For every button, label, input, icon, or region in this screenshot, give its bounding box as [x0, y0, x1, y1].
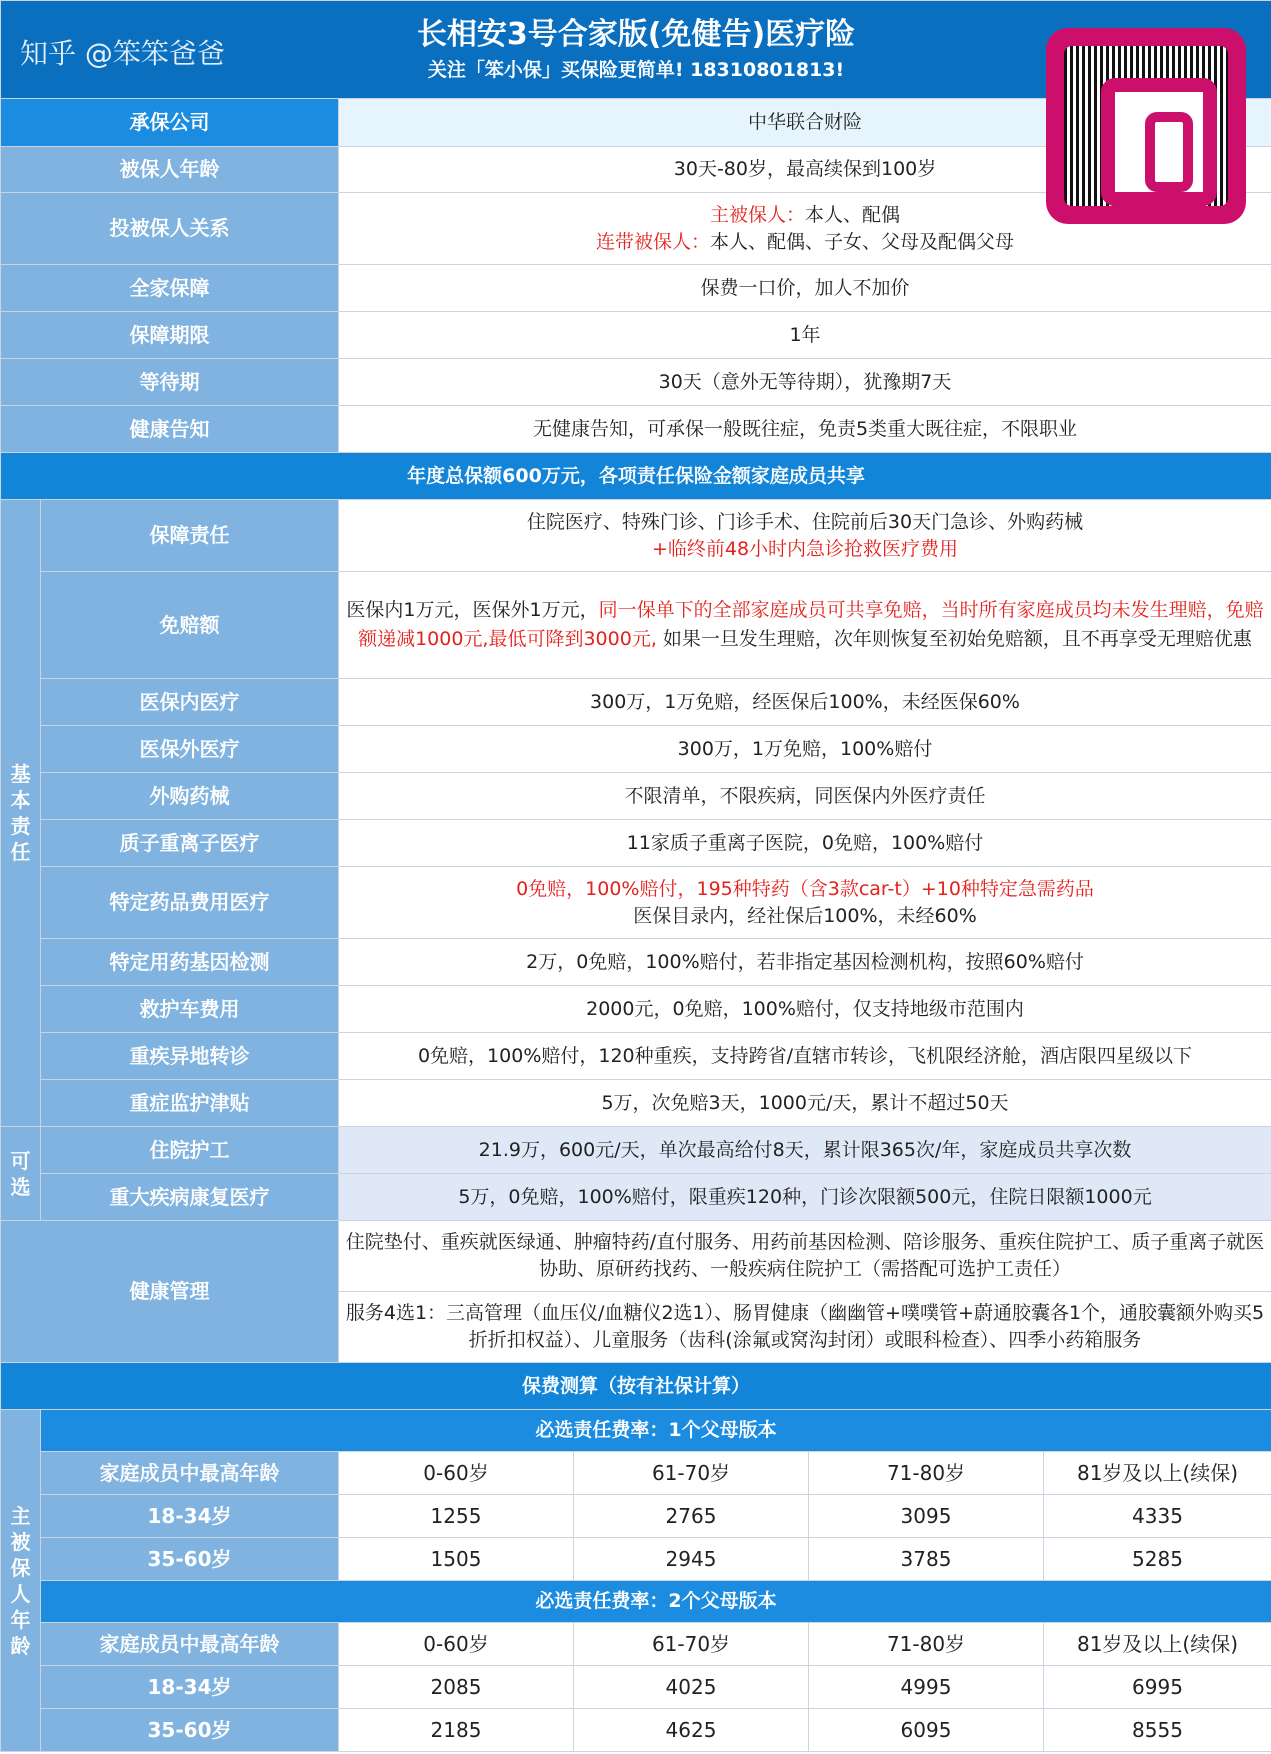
row-value [339, 359, 1271, 406]
premium-value: 5285 [1044, 1538, 1271, 1581]
page-subtitle: 关注「笨小保」买保险更简单! 18310801813! [427, 58, 845, 81]
row-label: 重大疾病康复医疗 [41, 1174, 339, 1221]
coverage-banner: 年度总保额600万元，各项责任保险金额家庭成员共享 [1, 453, 1271, 500]
table-row [1, 1221, 1271, 1292]
column-header: 81岁及以上(续保) [1044, 1452, 1271, 1495]
value-text: 本人、配偶、子女、父母及配偶父母 [710, 230, 1015, 253]
row-value [339, 265, 1271, 312]
column-header: 61-70岁 [574, 1623, 809, 1666]
row-value [339, 820, 1271, 867]
row-value [339, 773, 1271, 820]
column-header: 71-80岁 [809, 1452, 1044, 1495]
premium-banner: 保费测算（按有社保计算） [1, 1363, 1271, 1410]
table-row [1, 312, 1271, 359]
row-value [339, 500, 1271, 572]
table-row [1, 939, 1271, 986]
table-row [1, 773, 1271, 820]
age-label: 18-34岁 [41, 1666, 339, 1709]
premium-value: 2085 [339, 1666, 574, 1709]
health-service-text: 住院垫付、重疾就医绿通、肿瘤特药/直付服务、用药前基因检测、陪诊服务、重疾住院护工、质子重离子就医协助、原研药找药、一般疾病住院护工（需搭配可选护工责任） [339, 1221, 1271, 1292]
row-value [339, 1033, 1271, 1080]
watermark: 知乎 @笨笨爸爸 [20, 37, 225, 70]
value-text: 2万，0免赔，100%赔付，若非指定基因检测机构，按照60%赔付 [526, 950, 1084, 973]
table-row [1, 867, 1271, 939]
row-label: 外购药械 [41, 773, 339, 820]
table-row [1, 1080, 1271, 1127]
table-row [1, 359, 1271, 406]
row-value [339, 986, 1271, 1033]
premium-value: 6095 [809, 1709, 1044, 1752]
table-row [1, 1033, 1271, 1080]
value-text: 30天-80岁，最高续保到100岁 [673, 158, 937, 180]
table-row [1, 1495, 1271, 1538]
row-value [339, 406, 1271, 453]
row-value [339, 1174, 1271, 1221]
premium-value: 4025 [574, 1666, 809, 1709]
premium-value: 8555 [1044, 1709, 1271, 1752]
row-value [339, 726, 1271, 773]
row-label: 全家保障 [1, 265, 339, 312]
value-text: 中华联合财险 [748, 111, 863, 133]
premium-value: 1255 [339, 1495, 574, 1538]
row-label: 特定用药基因检测 [41, 939, 339, 986]
row-label: 住院护工 [41, 1127, 339, 1174]
row-value [339, 867, 1271, 939]
value-text: 本人、配偶 [805, 203, 901, 226]
value-text: 1年 [789, 323, 821, 346]
premium-value: 1505 [339, 1538, 574, 1581]
column-header: 71-80岁 [809, 1623, 1044, 1666]
table-row [1, 986, 1271, 1033]
row-label: 医保内医疗 [41, 679, 339, 726]
table-row [1, 1623, 1271, 1666]
row-label: 被保人年龄 [1, 147, 339, 193]
premium-value: 2765 [574, 1495, 809, 1538]
group-label-optional [1, 1127, 41, 1221]
premium-value: 3785 [809, 1538, 1044, 1581]
value-text: 11家质子重离子医院，0免赔，100%赔付 [626, 831, 984, 854]
value-text: 300万，1万免赔，经医保后100%，未经医保60% [590, 690, 1020, 713]
value-text: 保费一口价，加人不加价 [700, 276, 910, 299]
table-row [1, 820, 1271, 867]
table-row [1, 1709, 1271, 1752]
column-header: 81岁及以上(续保) [1044, 1623, 1271, 1666]
premium-value: 2185 [339, 1709, 574, 1752]
premium-value: 4335 [1044, 1495, 1271, 1538]
value-text: 30天（意外无等待期），犹豫期7天 [658, 370, 952, 393]
row-label: 健康管理 [1, 1221, 339, 1363]
value-text: 医保内1万元，医保外1万元， [346, 599, 599, 621]
table-row [1, 1538, 1271, 1581]
value-text: 无健康告知，可承保一般既往症，免责5类重大既往症，不限职业 [532, 417, 1078, 440]
table-row [1, 1127, 1271, 1174]
highlight-text: 主被保人： [709, 203, 805, 226]
premium-value: 3095 [809, 1495, 1044, 1538]
column-header: 61-70岁 [574, 1452, 809, 1495]
row-label: 承保公司 [1, 99, 339, 147]
table-row [1, 572, 1271, 679]
row-value [339, 679, 1271, 726]
row-value [339, 939, 1271, 986]
rate-table-title: 必选责任费率：1个父母版本 [41, 1410, 1271, 1452]
value-text: 2000元，0免赔，100%赔付，仅支持地级市范围内 [586, 997, 1024, 1020]
row-value [339, 1080, 1271, 1127]
value-text: 5万，0免赔，100%赔付，限重疾120种，门诊次限额500元，住院日限额1000元 [458, 1185, 1152, 1208]
row-label: 保障期限 [1, 312, 339, 359]
group-label-optional-text: 可选 [10, 1148, 31, 1199]
age-label: 35-60岁 [41, 1709, 339, 1752]
group-label-age-text: 主被保人年龄 [10, 1503, 31, 1658]
group-label-basic [1, 500, 41, 1127]
row-label: 重疾异地转诊 [41, 1033, 339, 1080]
age-label: 35-60岁 [41, 1538, 339, 1581]
row-label: 救护车费用 [41, 986, 339, 1033]
row-label: 质子重离子医疗 [41, 820, 339, 867]
row-value [339, 572, 1271, 679]
value-text: 如果一旦发生理赔，次年则恢复至初始免赔额，且不再享受无理赔优惠 [656, 628, 1252, 650]
group-label-basic-text: 基本责任 [10, 762, 31, 864]
qr-code-badge [1046, 28, 1246, 224]
table-row [1, 1452, 1271, 1495]
row-value [339, 312, 1271, 359]
row-label: 等待期 [1, 359, 339, 406]
premium-value: 6995 [1044, 1666, 1271, 1709]
page-title: 长相安3号合家版(免健告)医疗险 [416, 16, 856, 52]
row-label: 医保外医疗 [41, 726, 339, 773]
column-header: 0-60岁 [339, 1623, 574, 1666]
row-value [339, 1127, 1271, 1174]
table-row [1, 265, 1271, 312]
value-text: 不限清单，不限疾病，同医保内外医疗责任 [624, 784, 986, 807]
table-row [1, 453, 1271, 500]
value-text: 5万，次免赔3天，1000元/天，累计不超过50天 [601, 1091, 1009, 1114]
row-label: 重症监护津贴 [41, 1080, 339, 1127]
value-text: 300万，1万免赔，100%赔付 [677, 737, 933, 760]
highlight-text: 连带被保人： [595, 230, 710, 253]
table-row [1, 1174, 1271, 1221]
age-label: 18-34岁 [41, 1495, 339, 1538]
highlight-text: 0免赔，100%赔付，195种特药（含3款car-t）+10种特定急需药品 [516, 877, 1094, 900]
table-row [1, 406, 1271, 453]
rate-table-title: 必选责任费率：2个父母版本 [41, 1581, 1271, 1623]
column-header: 家庭成员中最高年龄 [41, 1623, 339, 1666]
column-header: 家庭成员中最高年龄 [41, 1452, 339, 1495]
table-row [1, 1363, 1271, 1410]
table-row [1, 1666, 1271, 1709]
row-label: 投被保人关系 [1, 193, 339, 265]
column-header: 0-60岁 [339, 1452, 574, 1495]
value-text: 医保目录内，经社保后100%，未经60% [633, 904, 977, 927]
row-label: 特定药品费用医疗 [41, 867, 339, 939]
table-row [1, 1581, 1271, 1623]
row-label: 保障责任 [41, 500, 339, 572]
value-text: 0免赔，100%赔付，120种重疾，支持跨省/直辖市转诊，飞机限经济舱，酒店限四星级以下 [417, 1044, 1193, 1067]
health-service-text: 服务4选1：三高管理（血压仪/血糖仪2选1）、肠胃健康（幽幽管+噗噗管+蔚通胶囊各1个，通胶囊额外购买5折折扣权益）、儿童服务（齿科(涂氟或窝沟封闭）或眼科检查）、四季小药箱服务 [339, 1292, 1271, 1363]
group-label-age [1, 1410, 41, 1752]
premium-value: 4995 [809, 1666, 1044, 1709]
value-text: 住院医疗、特殊门诊、门诊手术、住院前后30天门急诊、外购药械 [526, 510, 1084, 533]
premium-value: 4625 [574, 1709, 809, 1752]
table-row [1, 679, 1271, 726]
value-text: 21.9万，600元/天，单次最高给付8天，累计限365次/年，家庭成员共享次数 [478, 1138, 1132, 1161]
row-label: 免赔额 [41, 572, 339, 679]
premium-value: 2945 [574, 1538, 809, 1581]
table-row [1, 1410, 1271, 1452]
highlight-text: 同一保单下的全部家庭成员可共享免赔，当时所有家庭成员均未发生理赔，免赔额递减1000元,最低可降到3000元, [358, 599, 1264, 650]
table-row [1, 726, 1271, 773]
table-row [1, 500, 1271, 572]
highlight-text: +临终前48小时内急诊抢救医疗费用 [651, 537, 959, 560]
row-label: 健康告知 [1, 406, 339, 453]
